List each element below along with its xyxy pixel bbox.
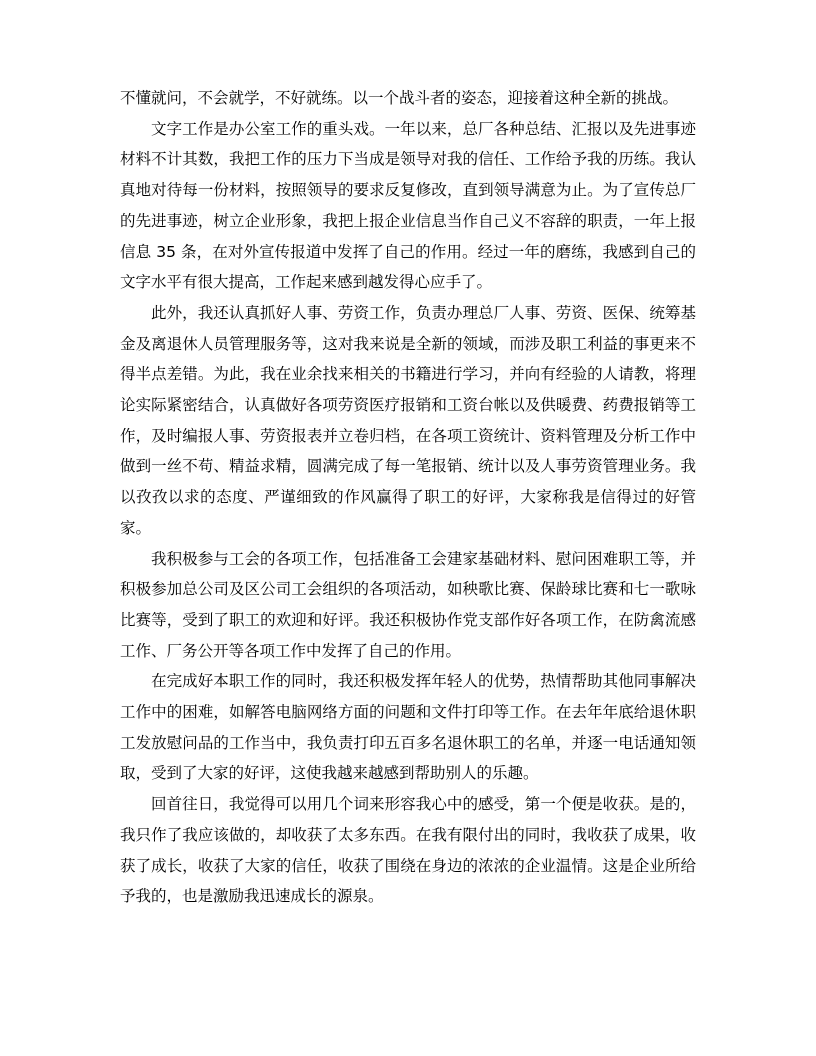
paragraph-continuation: 不懂就问，不会就学，不好就练。以一个战斗者的姿态，迎接着这种全新的挑战。 xyxy=(120,89,679,107)
document-page xyxy=(120,60,696,912)
paragraph-writing-work: 文字工作是办公室工作的重头戏。一年以来，总厂各种总结、汇报以及先进事迹材料不计其数，我把工作的压力下当成是领导对我的信任、工作给予我的历练。我认真地对待每一份材料，按照领导的要求反复修改，直到领导满意为止。为了宣传总厂的先进事迹，树立企业形象，我把上报企业信息当作自己义不容辞的职责，一年上报信息 35 条，在对外宣传报道中发挥了自己的作用。经过一年的磨练，我感到自己的文字水平有很大提高，工作起来感到越发得心应手了。 xyxy=(120,119,696,292)
paragraph-personnel-work: 此外，我还认真抓好人事、劳资工作，负责办理总厂人事、劳资、医保、统筹基金及离退休人员管理服务等，这对我来说是全新的领域，而涉及职工利益的事更来不得半点差错。为此，我在业余找来相关的书籍进行学习，并向有经验的人请教，将理论实际紧密结合，认真做好各项劳资医疗报销和工资台帐以及供暖费、药费报销等工作，及时编报人事、劳资报表并立卷归档，在各项工资统计、资料管理及分析工作中做到一丝不苟、精益求精，圆满完成了每一笔报销、统计以及人事劳资管理业务。我以孜孜以求的态度、严谨细致的作风赢得了职工的好评，大家称我是信得过的好管家。 xyxy=(120,303,696,537)
paragraph-reflection: 回首往日，我觉得可以用几个词来形容我心中的感受，第一个便是收获。是的，我只作了我应该做的，却收获了太多东西。在我有限付出的同时，我收获了成果，收获了成长，收获了大家的信任，收获了围绕在身边的浓浓的企业温情。这是企业所给予我的，也是激励我迅速成长的源泉。 xyxy=(120,795,696,906)
paragraph-helping-colleagues: 在完成好本职工作的同时，我还积极发挥年轻人的优势，热情帮助其他同事解决工作中的困难，如解答电脑网络方面的问题和文件打印等工作。在去年年底给退休职工发放慰问品的工作当中，我负责打印五百多名退休职工的名单，并逐一电话通知领取，受到了大家的好评，这使我越来越感到帮助别人的乐趣。 xyxy=(120,672,696,783)
paragraph-union-work: 我积极参与工会的各项工作，包括准备工会建家基础材料、慰问困难职工等，并积极参加总公司及区公司工会组织的各项活动，如秧歌比赛、保龄球比赛和七一歌咏比赛等，受到了职工的欢迎和好评。我还积极协作党支部作好各项工作，在防禽流感工作、厂务公开等各项工作中发挥了自己的作用。 xyxy=(120,549,696,660)
